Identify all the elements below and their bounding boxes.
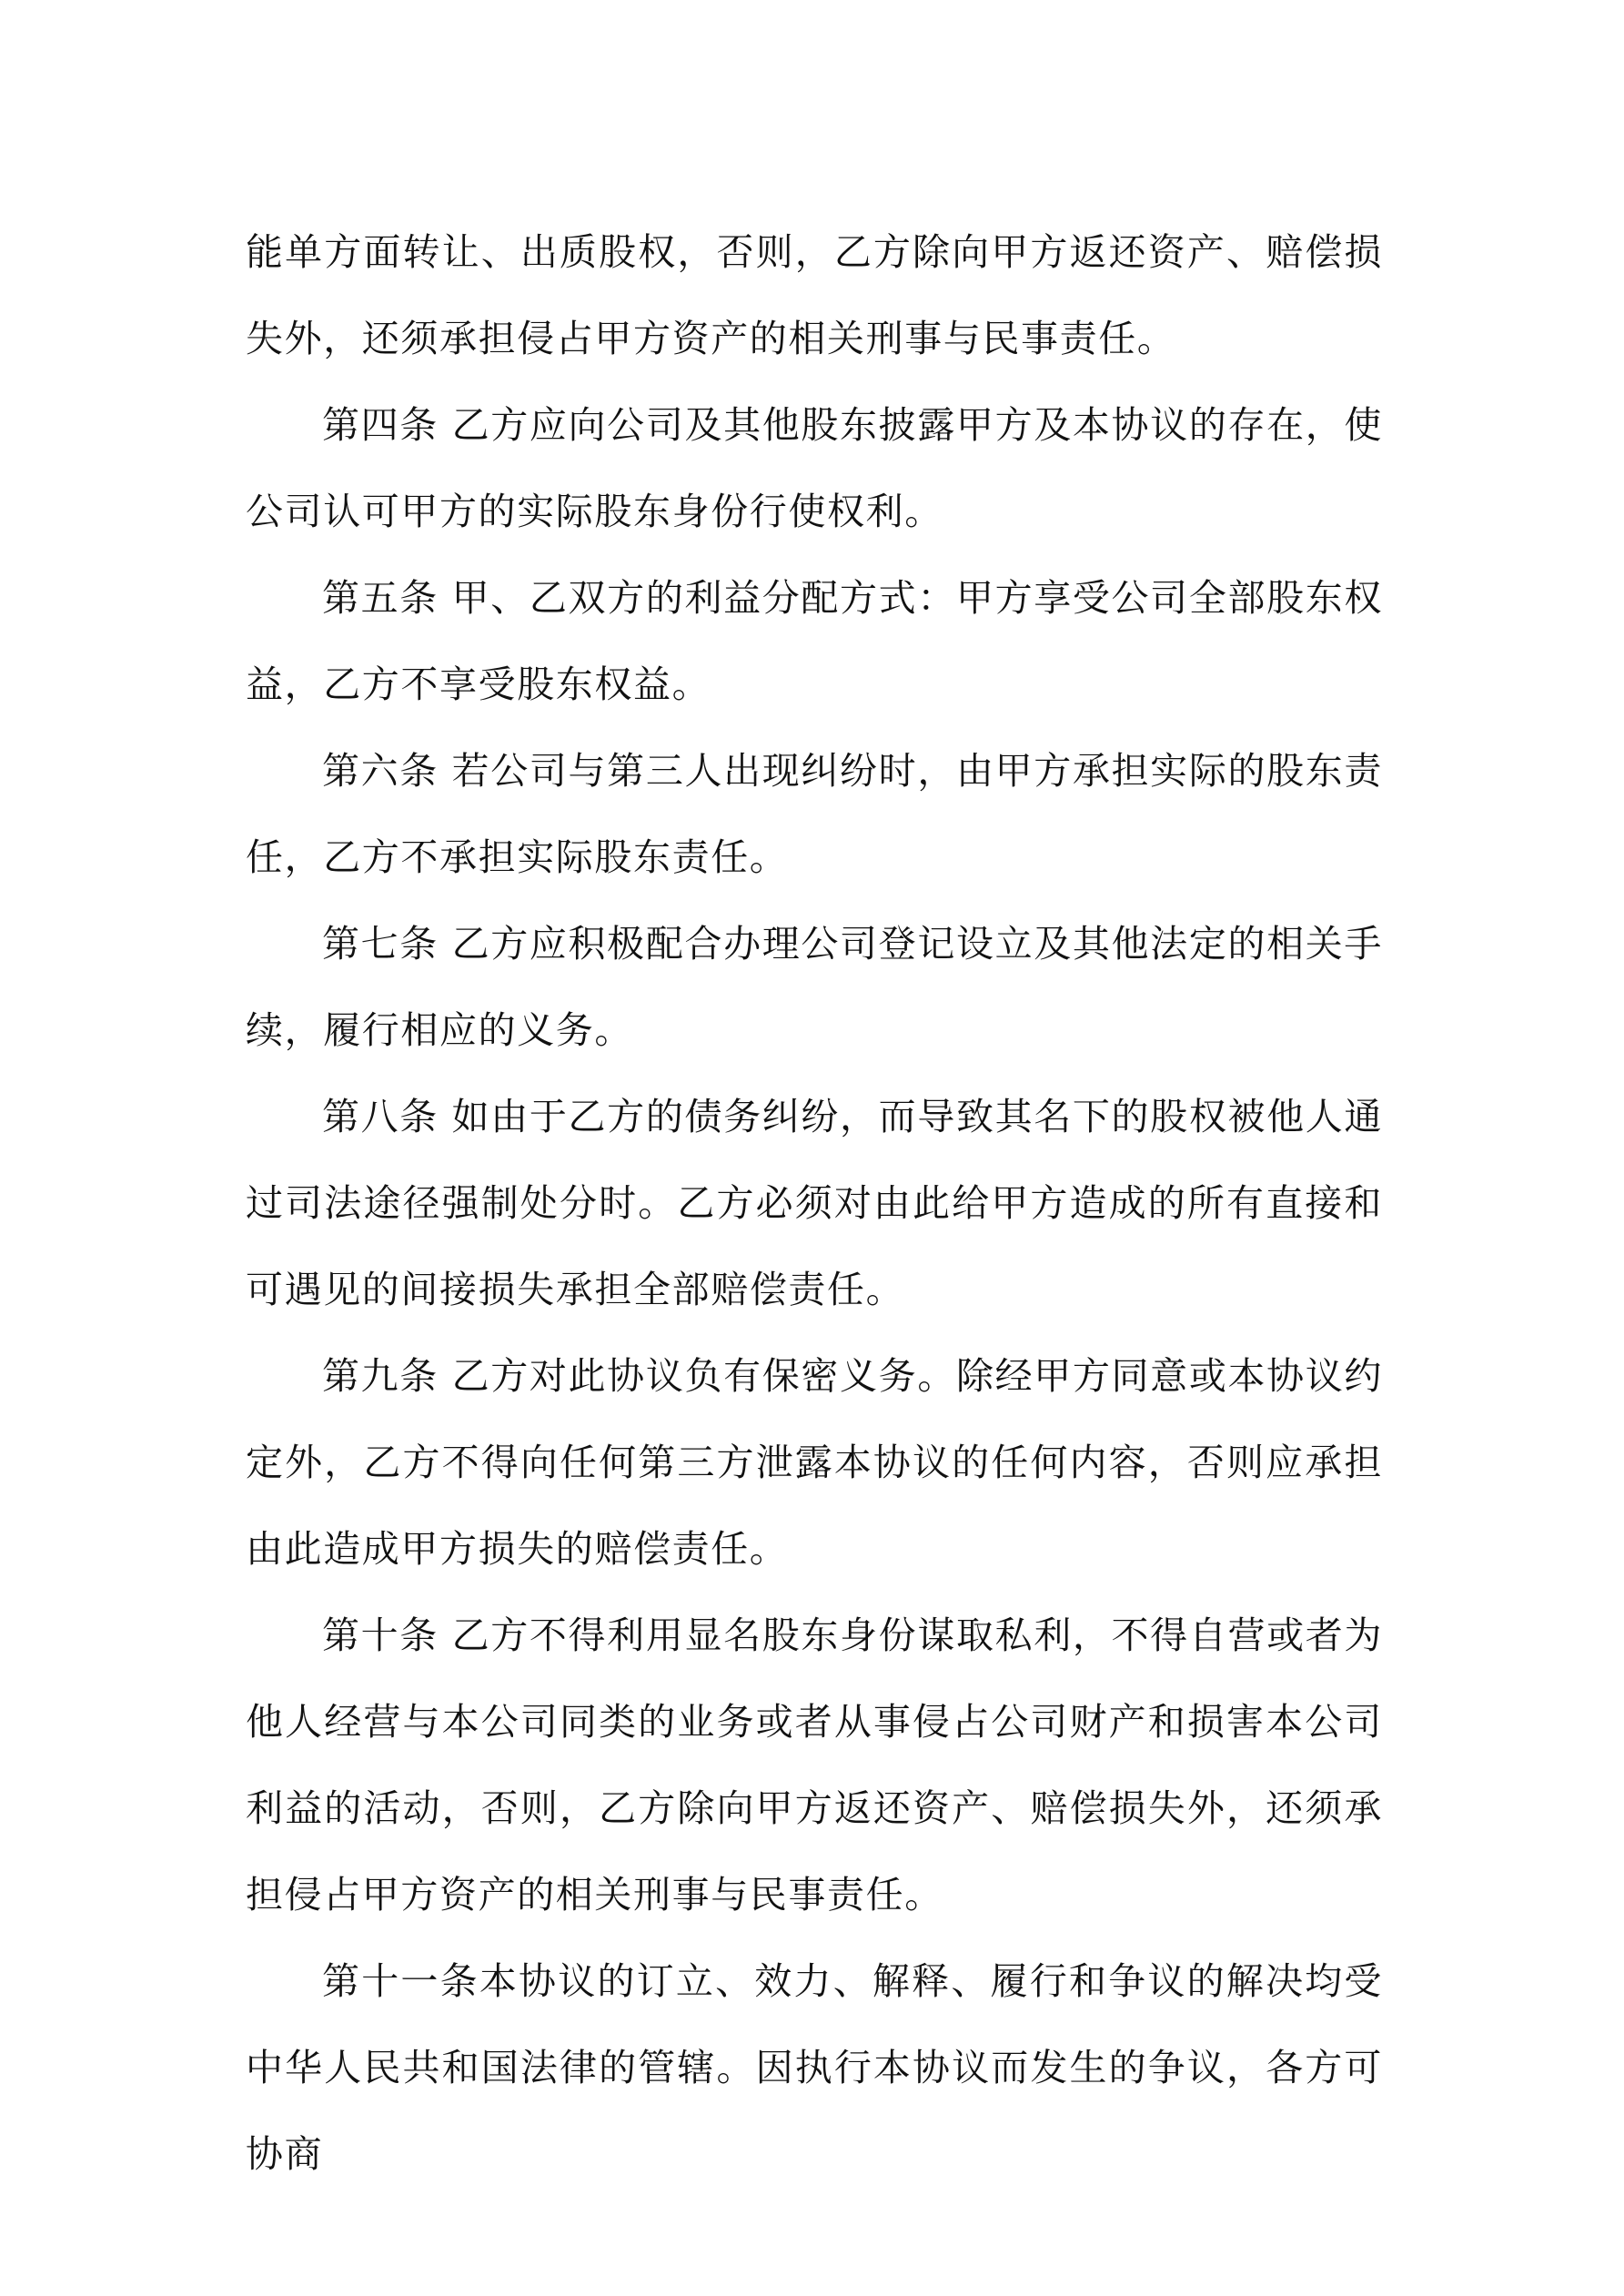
article-5: 第五条 甲、乙双方的利益分配方式：甲方享受公司全部股东权益，乙方不享受股东权益。 [246,576,1383,706]
article-4: 第四条 乙方应向公司及其他股东披露甲方及本协议的存在，使公司认可甲方的实际股东身份行使权利。 [246,403,1383,533]
agreement-body [246,209,1383,2198]
article-11: 第十一条本协议的订立、效力、解释、履行和争议的解决均受中华人民共和国法律的管辖。因执行本协议而发生的争议，各方可协商 [246,1959,1383,2176]
article-8: 第八条 如由于乙方的债务纠纷，而导致其名下的股权被他人通过司法途径强制处分时。乙方必须对由此给甲方造成的所有直接和可遇见的间接损失承担全部赔偿责任。 [246,1095,1383,1311]
article-6: 第六条 若公司与第三人出现纠纷时，由甲方承担实际的股东责任，乙方不承担实际股东责任。 [246,749,1383,879]
article-10: 第十条 乙方不得利用显名股东身份谋取私利，不得自营或者为他人经营与本公司同类的业务或者从事侵占公司财产和损害本公司利益的活动，否则，乙方除向甲方返还资产、赔偿损失外，还须承担侵占甲方资产的相关刑事与民事责任。 [246,1613,1383,1917]
paragraph-continuation: 能单方面转让、出质股权，否则，乙方除向甲方返还资产、赔偿损失外，还须承担侵占甲方资产的相关刑事与民事责任。 [246,230,1383,360]
article-9: 第九条 乙方对此协议负有保密义务。除经甲方同意或本协议约定外，乙方不得向任何第三方泄露本协议的任何内容，否则应承担由此造成甲方损失的赔偿责任。 [246,1354,1383,1571]
article-7: 第七条 乙方应积极配合办理公司登记设立及其他法定的相关手续，履行相应的义务。 [246,922,1383,1052]
